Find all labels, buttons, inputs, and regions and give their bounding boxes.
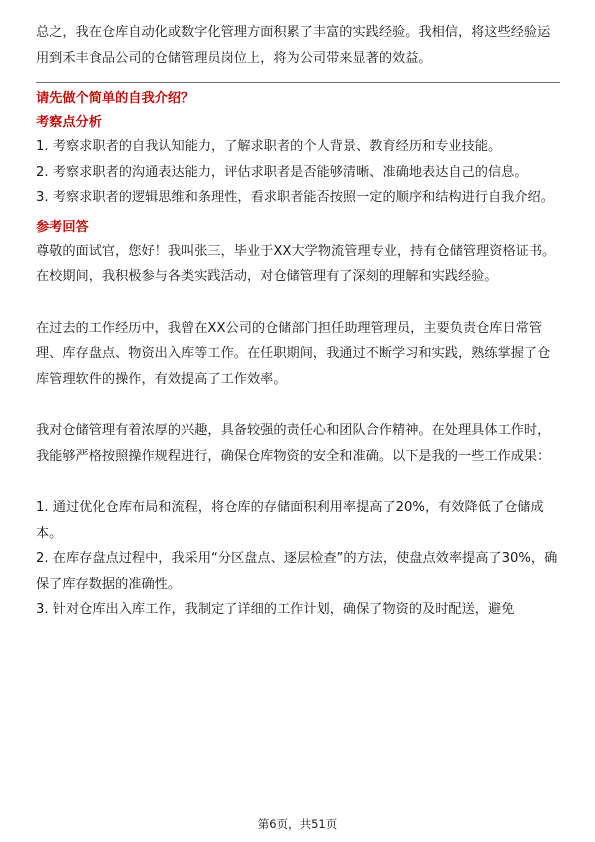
achievement-item: 3. 针对仓库出入库工作，我制定了详细的工作计划，确保了物资的及时配送，避免 [36,602,515,617]
answer-paragraph: 尊敬的面试官，您好！我叫张三，毕业于XX大学物流管理专业，持有仓储管理资格证书。在校期间，我积极参与各类实践活动，对仓储管理有了深刻的理解和实践经验。 [36,243,556,284]
achievement-item: 1. 通过优化仓库布局和流程，将仓库的存储面积利用率提高了20%，有效降低了仓储成本。 [36,500,544,541]
analysis-item: 1. 考察求职者的自我认知能力，了解求职者的个人背景、教育经历和专业技能。 [36,139,502,154]
answer-paragraph: 我对仓储管理有着浓厚的兴趣，具备较强的责任心和团队合作精神。在处理具体工作时，我能够严格按照操作规程进行，确保仓库物资的安全和准确。以下是我的一些工作成果： [36,423,551,464]
achievement-item: 2. 在库存盘点过程中，我采用“分区盘点、逐层检查”的方法，使盘点效率提高了30%，确保了库存数据的准确性。 [36,551,558,592]
analysis-item: 2. 考察求职者的沟通表达能力，评估求职者是否能够清晰、准确地表达自己的信息。 [36,164,528,180]
question-title: 请先做个简单的自我介绍？ [36,91,195,106]
analysis-heading: 考察点分析 [36,115,102,130]
analysis-item: 3. 考察求职者的逻辑思维和条理性，看求职者能否按照一定的顺序和结构进行自我介绍。 [36,190,554,205]
answer-paragraph: 在过去的工作经历中，我曾在XX公司的仓储部门担任助理管理员，主要负责仓库日常管理、库存盘点、物资出入库等工作。在任职期间，我通过不断学习和实践，熟练掌握了仓库管理软件的操作，有效提高了工作效率。 [36,320,551,387]
document-page [36,0,560,623]
answer-heading: 参考回答 [36,219,89,235]
page-number-footer: 第6页，共51页 [257,817,338,831]
section-divider [36,82,560,83]
intro-paragraph: 总之，我在仓库自动化或数字化管理方面积累了丰富的实践经验。我相信，将这些经验运用到禾丰食品公司的仓储管理员岗位上，将为公司带来显著的效益。 [36,25,551,66]
